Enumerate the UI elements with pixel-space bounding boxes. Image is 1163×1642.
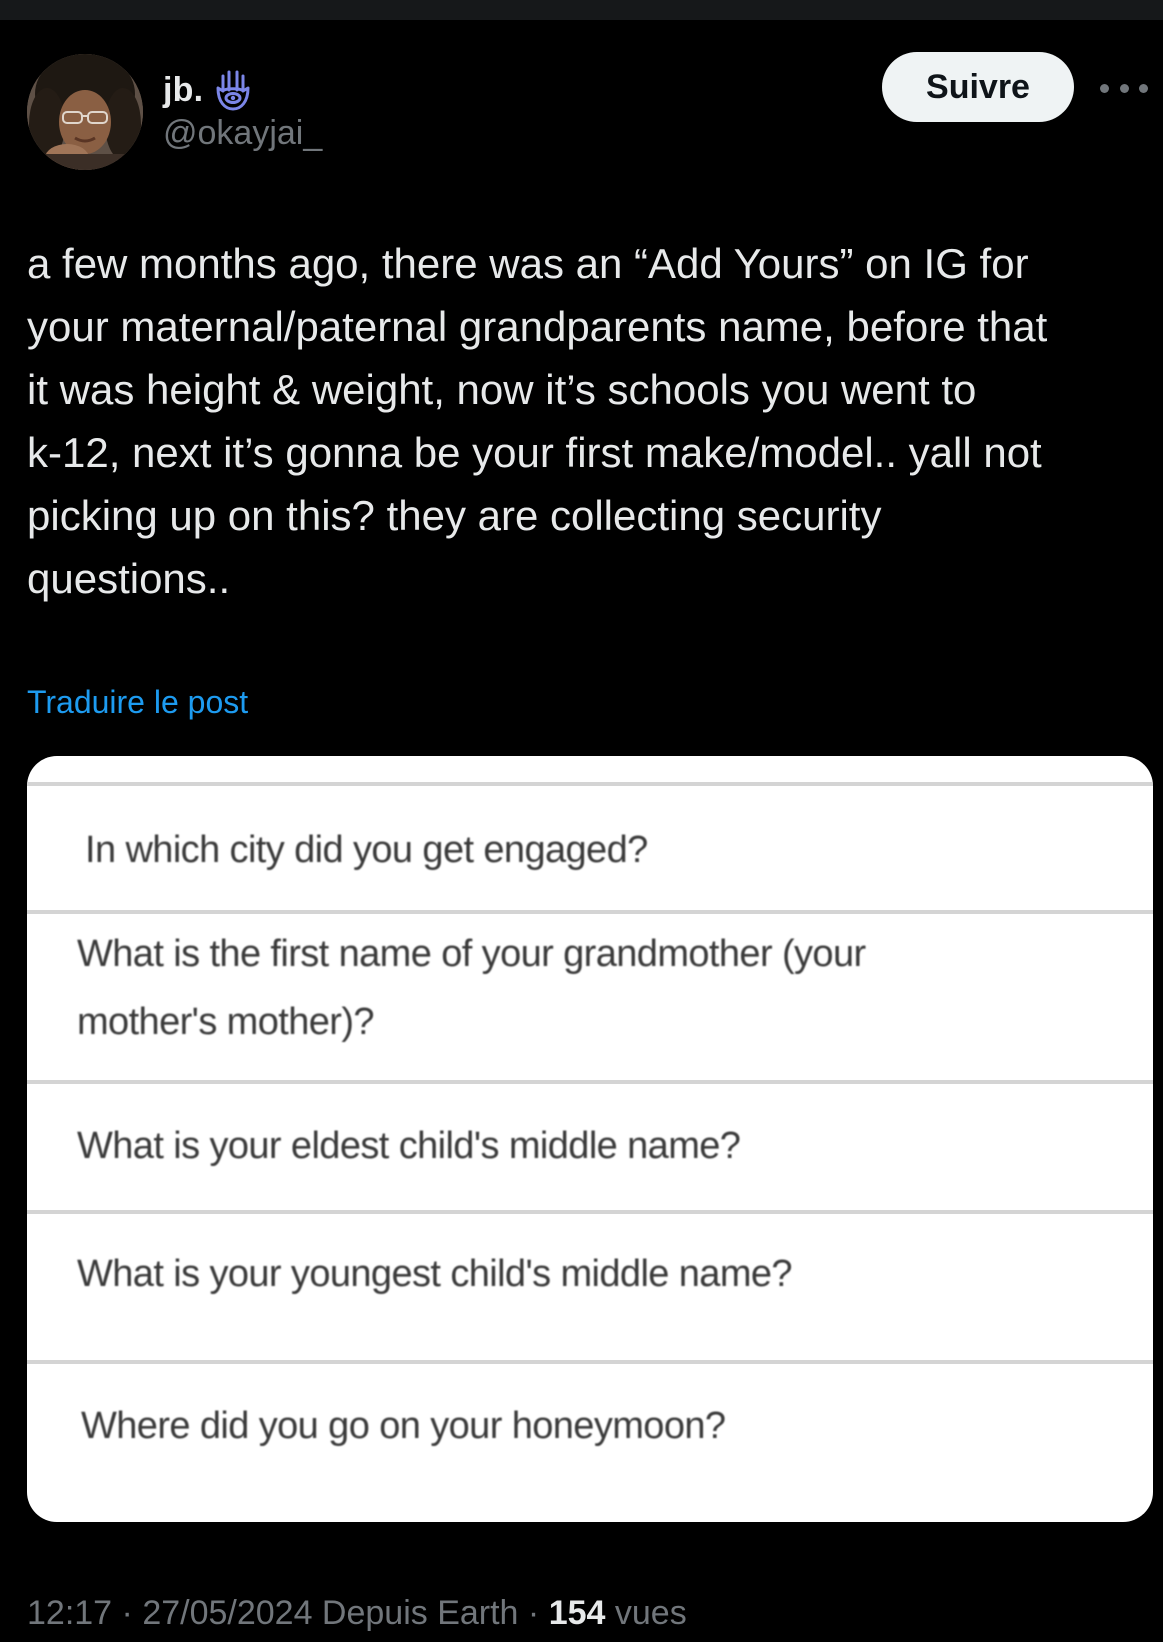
display-name-row[interactable]	[163, 68, 253, 112]
security-question: In which city did you get engaged?	[85, 829, 648, 871]
hamsa-icon	[213, 68, 253, 112]
divider	[27, 1360, 1153, 1364]
security-question: What is your eldest child's middle name?	[77, 1125, 741, 1167]
separator: ·	[518, 1594, 549, 1632]
follow-button[interactable]: Suivre	[882, 52, 1074, 122]
separator: ·	[112, 1594, 143, 1632]
divider	[27, 1210, 1153, 1214]
author-handle[interactable]: @okayjai_	[163, 114, 323, 152]
post	[0, 20, 1163, 1642]
display-name[interactable]: jb.	[163, 70, 204, 109]
divider	[27, 782, 1153, 786]
dot	[1139, 84, 1148, 93]
post-date-source: 27/05/2024 Depuis Earth	[142, 1594, 519, 1632]
top-strip	[0, 0, 1163, 20]
views-count: 154	[548, 1594, 606, 1632]
views-label: vues	[614, 1594, 687, 1632]
post-meta	[27, 1594, 687, 1633]
translate-post-link[interactable]: Traduire le post	[27, 684, 249, 720]
divider	[27, 1080, 1153, 1084]
divider	[27, 910, 1153, 914]
security-question: What is your youngest child's middle name?	[77, 1253, 792, 1295]
dot	[1120, 84, 1129, 93]
avatar[interactable]	[27, 54, 143, 170]
profile-photo-icon	[27, 54, 143, 170]
post-text: a few months ago, there was an “Add Yours” on IG for your maternal/paternal grandparents name, before that it was height & weight, now it’s schools you went to k-12, next it’s gonna be your first make/model.. yall not picking up on this? they are collecting security questions..	[27, 240, 1048, 602]
attached-image[interactable]	[27, 756, 1153, 1522]
security-question: Where did you go on your honeymoon?	[81, 1405, 726, 1447]
dot	[1100, 84, 1109, 93]
more-options-icon[interactable]	[1100, 80, 1148, 96]
security-question: What is the first name of your grandmother (your mother's mother)?	[77, 933, 866, 1043]
post-time[interactable]: 12:17	[27, 1594, 113, 1632]
